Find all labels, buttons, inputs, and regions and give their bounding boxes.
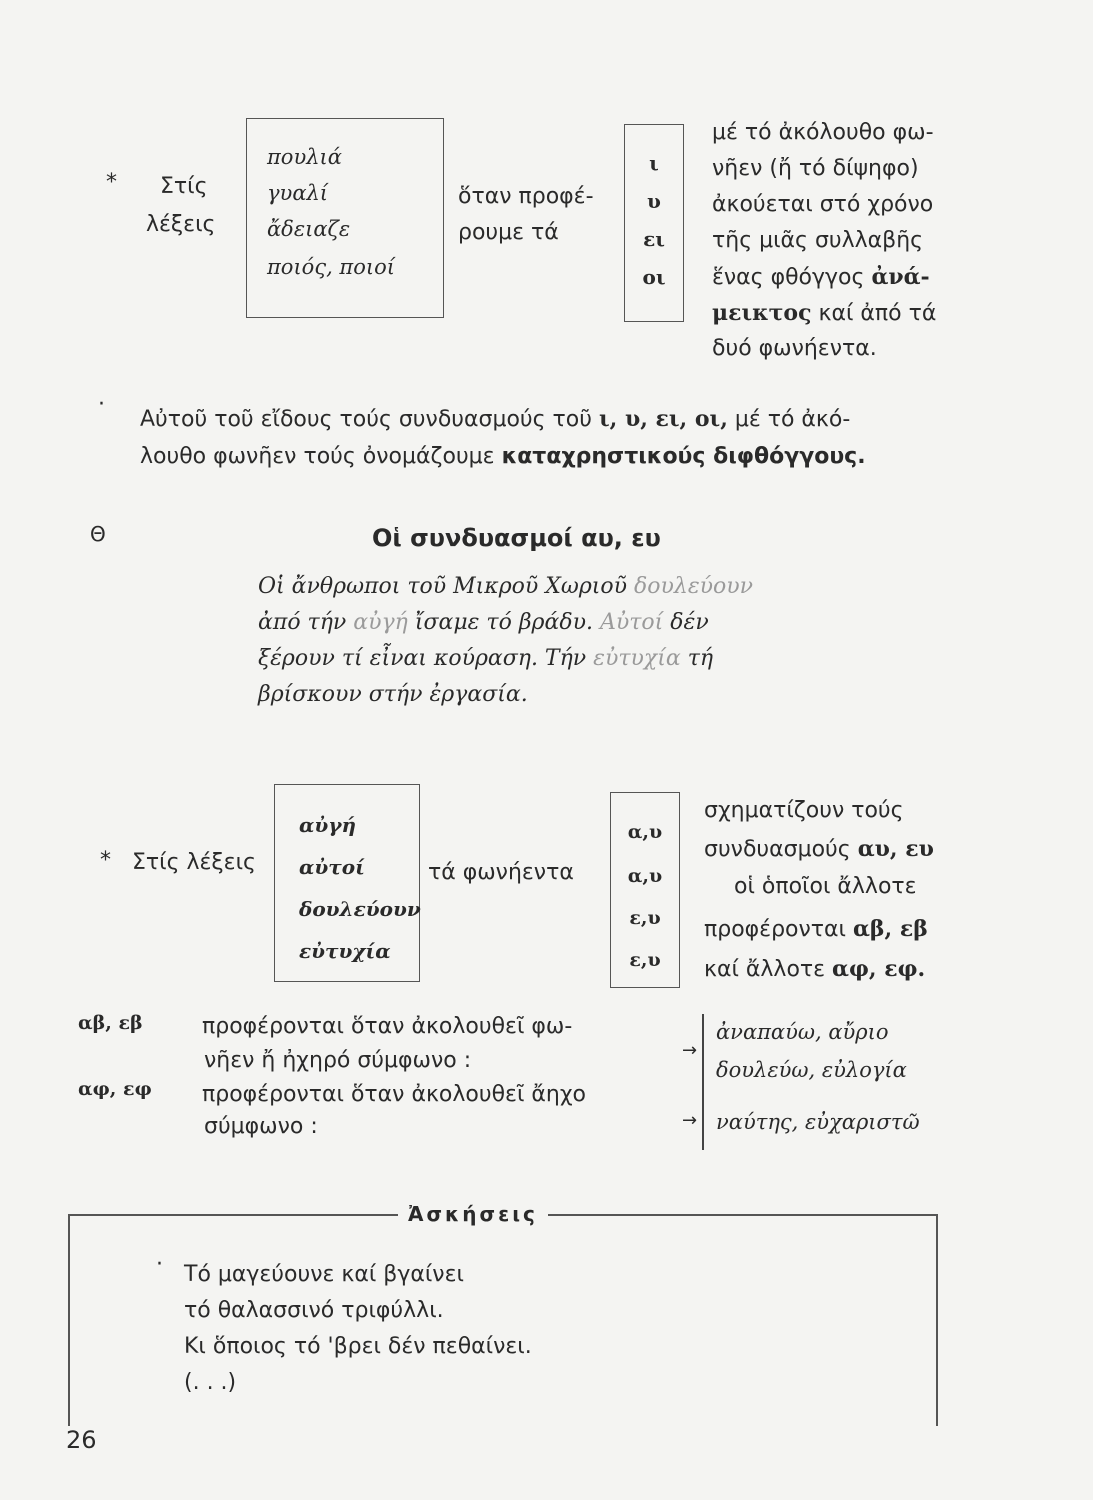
letters-box-2 — [610, 792, 680, 988]
word-1: πουλιά — [267, 145, 342, 169]
poem-line-1-text: Οἱ ἄνθρωποι τοῦ Μικροῦ Χωριοῦ — [258, 574, 635, 599]
right-line-5 — [712, 266, 930, 289]
right2-line-2-bold: αυ, ευ — [857, 836, 934, 862]
right-line-5-bold: ἀνά- — [871, 264, 930, 290]
exercise-line-1: Τό μαγεύουνε καί βγαίνει — [184, 1262, 464, 1287]
right2-line-5 — [704, 958, 925, 981]
letter2-4: ε,υ — [629, 949, 661, 971]
note-line2-bold: καταχρηστικούς διφθόγγους. — [501, 444, 866, 469]
page-number: 26 — [66, 1426, 97, 1454]
rule-text-2-line2: σύμφωνο : — [204, 1114, 318, 1139]
word2-1: αὐγή — [299, 813, 357, 837]
bracket-line — [702, 1014, 704, 1150]
letter2-2: α,υ — [627, 865, 663, 887]
rule-text-2-line1: προφέρονται ὅταν ἀκολουθεῖ ἄηχο — [202, 1082, 587, 1107]
note-line1-bold: ι, υ, ει, οι, — [598, 406, 728, 432]
right-line-6-bold: μεικτος — [712, 300, 812, 326]
middle-2: τά φωνήεντα — [428, 860, 574, 885]
prefix-line1: Στίς — [160, 174, 208, 199]
poem-line-2-text-c: δέν — [663, 610, 709, 635]
note-line2-text: λουθο φωνῆεν τούς ὀνομάζουμε — [140, 444, 502, 469]
theta-marker: Θ — [90, 522, 106, 546]
arrow-right-icon-1: → — [682, 1040, 698, 1061]
right-line-1: μέ τό ἀκόλουθο φω- — [712, 120, 934, 145]
exercise-line-3: Κι ὅποιος τό 'βρει δέν πεθαίνει. — [184, 1334, 532, 1359]
right2-line-5-bold: αφ, εφ. — [832, 956, 926, 982]
note-line1 — [140, 408, 850, 431]
right2-line-5-text: καί ἄλλοτε — [704, 957, 833, 982]
note-line1-text: Αὐτοῦ τοῦ εἴδους τούς συνδυασμούς τοῦ — [140, 407, 599, 432]
bullet-star: * — [106, 170, 117, 195]
words-box-1 — [246, 118, 444, 318]
prefix-2: Στίς λέξεις — [132, 850, 256, 875]
exercises-right-border — [936, 1214, 938, 1426]
poem-line-2-text-a: ἀπό τήν — [258, 610, 354, 635]
middle-line1: ὅταν προφέ- — [458, 184, 594, 209]
note-bullet: · — [98, 392, 105, 417]
examples-1-line1: ἀναπαύω, αὔριο — [716, 1020, 889, 1044]
note-line1-end: μέ τό ἀκό- — [727, 407, 851, 432]
prefix-line2: λέξεις — [146, 212, 216, 237]
poem-line-2-text-b: ἴσαμε τό βράδυ. — [407, 610, 600, 635]
word2-3: δουλεύουν — [299, 897, 421, 921]
rule-text-1-line1: προφέρονται ὅταν ἀκολουθεῖ φω- — [202, 1014, 573, 1039]
letter-2: υ — [647, 189, 661, 213]
right2-line-2 — [704, 838, 934, 861]
rule-label-2: αφ, εφ — [78, 1078, 152, 1100]
right-line-4: τῆς μιᾶς συλλαβῆς — [712, 228, 924, 253]
letters-box-1 — [624, 124, 684, 322]
poem-line-3-text-b: τή — [680, 646, 714, 671]
right-line-6 — [712, 302, 936, 325]
words-box-2 — [274, 784, 420, 982]
bullet-star-2: * — [100, 848, 111, 873]
note-line2 — [140, 446, 866, 468]
exercise-line-2: τό θαλασσινό τριφύλλι. — [184, 1298, 444, 1323]
rule-label-1: αβ, εβ — [78, 1012, 143, 1034]
poem-line-3-text-a: ξέρουν τί εἶναι κούραση. Τήν — [258, 646, 594, 671]
exercise-line-4: (. . .) — [184, 1370, 237, 1395]
word2-2: αὐτοί — [299, 855, 365, 879]
poem-line-2-highlight-b: Αὐτοί — [599, 610, 664, 635]
arrow-right-icon-2: → — [682, 1110, 698, 1131]
exercises-title: Ἀσκήσεις — [398, 1202, 548, 1226]
right-line-7: δυό φωνήεντα. — [712, 336, 877, 361]
letter2-3: ε,υ — [629, 907, 661, 929]
right-line-5-text: ἕνας φθόγγος — [712, 265, 872, 290]
right2-line-4 — [704, 918, 928, 941]
middle-line2: ρουμε τά — [458, 220, 559, 245]
letter2-1: α,υ — [627, 821, 663, 843]
right2-line-4-text: προφέρονται — [704, 917, 853, 942]
right-line-2: νῆεν (ἤ τό δίψηφο) — [712, 156, 919, 181]
examples-1-line2: δουλεύω, εὐλογία — [716, 1058, 907, 1082]
poem — [258, 574, 753, 718]
poem-line-3 — [258, 646, 753, 682]
right2-line-4-bold: αβ, εβ — [852, 916, 928, 942]
poem-line-2-highlight-a: αὐγή — [353, 610, 408, 635]
poem-line-1-highlight: δουλεύουν — [634, 574, 753, 599]
examples-2: ναύτης, εὐχαριστῶ — [716, 1110, 920, 1134]
right2-line-1: σχηματίζουν τούς — [704, 798, 904, 823]
letter-1: ι — [649, 151, 659, 175]
poem-line-3-highlight: εὐτυχία — [593, 646, 681, 671]
letter-3: ει — [643, 227, 665, 251]
word2-4: εὐτυχία — [299, 939, 391, 963]
rule-text-1-line2: νῆεν ἤ ἠχηρό σύμφωνο : — [204, 1048, 472, 1073]
exercises-left-border — [68, 1214, 70, 1426]
right2-line-3: οἱ ὁποῖοι ἄλλοτε — [734, 874, 917, 899]
word-4: ποιός, ποιοί — [267, 255, 395, 279]
right-line-3: ἀκούεται στό χρόνο — [712, 192, 934, 217]
letter-4: οι — [642, 265, 666, 289]
section-title: Οἱ συνδυασμοί αυ, ευ — [372, 524, 661, 552]
poem-line-4: βρίσκουν στήν ἐργασία. — [258, 682, 528, 707]
word-2: γυαλί — [267, 181, 329, 205]
right2-line-2-text: συνδυασμούς — [704, 837, 858, 862]
word-3: ἄδειαζε — [267, 217, 351, 241]
exercise-bullet: · — [156, 1252, 163, 1277]
poem-line-1 — [258, 574, 753, 610]
poem-line-2 — [258, 610, 753, 646]
right-line-6-text: καί ἀπό τά — [811, 301, 937, 326]
